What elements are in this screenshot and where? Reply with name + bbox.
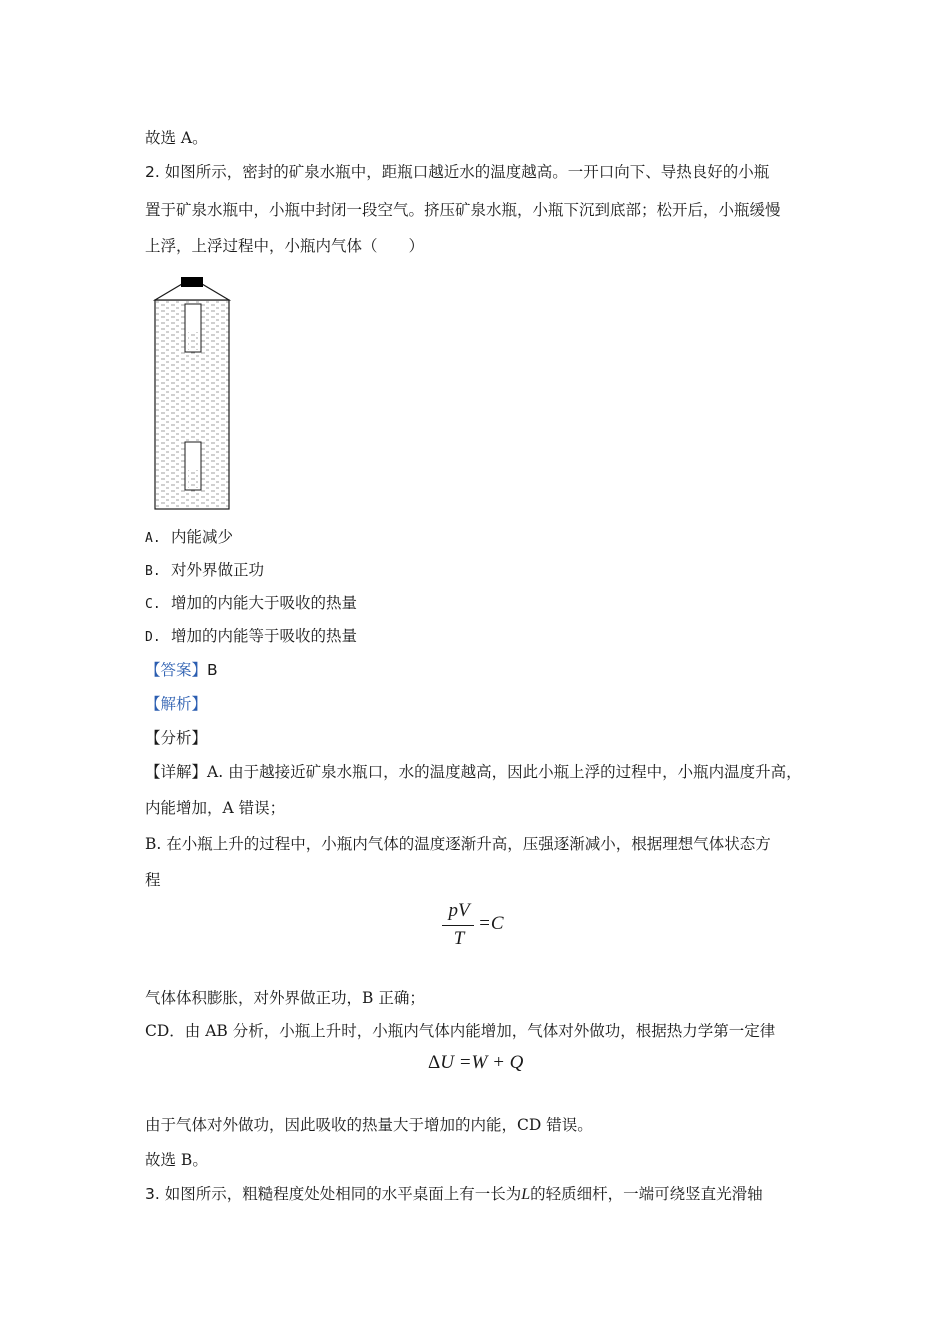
equation-rhs: =C: [478, 913, 504, 934]
answer-line: [145, 660, 218, 680]
first-law-equation: [428, 1052, 523, 1074]
fenxi-label: 【分析】: [145, 729, 208, 747]
detail-text-8: 故选 B。: [145, 1151, 208, 1169]
option-c-letter: C.: [145, 597, 161, 612]
question-number: 2.: [145, 163, 160, 181]
bottle-figure: [150, 272, 234, 512]
detail-label: 【详解】: [145, 763, 208, 781]
prev-answer-line: 故选 A。: [145, 129, 208, 147]
option-d-text: 增加的内能等于吸收的热量: [171, 627, 358, 645]
next-question-text: 如图所示，粗糙程度处处相同的水平桌面上有一长为: [164, 1185, 522, 1203]
equation-denominator: T: [453, 928, 465, 949]
detail-text-3: B. 在小瓶上升的过程中，小瓶内气体的温度逐渐升高，压强逐渐减小，根据理想气体状态方: [145, 835, 771, 853]
detail-text-5: 气体体积膨胀，对外界做正功，B 正确；: [145, 989, 425, 1007]
option-c-text: 增加的内能大于吸收的热量: [171, 594, 358, 612]
question-text-2: 置于矿泉水瓶中，小瓶中封闭一段空气。挤压矿泉水瓶，小瓶下沉到底部；松开后，小瓶缓慢: [145, 201, 781, 219]
next-question-text-end: 的轻质细杆，一端可绕竖直光滑轴: [530, 1185, 763, 1203]
option-d-letter: D.: [145, 630, 161, 645]
option-a-text: 内能减少: [171, 528, 234, 546]
bottle-cap: [181, 277, 203, 287]
next-question-line: [145, 1184, 763, 1205]
option-d: [145, 626, 357, 648]
detail-text-6: CD．由 AB 分析，小瓶上升时，小瓶内气体内能增加，气体对外做功，根据热力学第一定律: [145, 1022, 776, 1040]
equation-numerator: pV: [448, 900, 470, 921]
next-question-var: L: [521, 1186, 531, 1203]
small-bottle-bottom-water: [188, 470, 198, 488]
fraction-bar: [442, 925, 474, 926]
option-b-text: 对外界做正功: [171, 561, 265, 579]
option-a: [145, 527, 233, 549]
detail-text-7: 由于气体对外做功，因此吸收的热量大于增加的内能，CD 错误。: [145, 1116, 593, 1134]
option-c: [145, 593, 357, 615]
equation-delta: Δ: [428, 1052, 441, 1073]
question-line-1: [145, 162, 769, 182]
option-a-letter: A.: [145, 531, 161, 546]
equation-rhs-2: =W + Q: [458, 1052, 524, 1073]
question-text-3: 上浮，上浮过程中，小瓶内气体（ ）: [145, 237, 425, 255]
option-b-letter: B.: [145, 564, 161, 579]
answer-value: B: [207, 661, 218, 679]
question-text-1: 如图所示，密封的矿泉水瓶中，距瓶口越近水的温度越高。一开口向下、导热良好的小瓶: [164, 163, 770, 181]
answer-label: 【答案】: [145, 661, 208, 679]
ideal-gas-equation: [440, 898, 520, 954]
detail-text-1: A. 由于越接近矿泉水瓶口，水的温度越高，因此小瓶上浮的过程中，小瓶内温度升高，: [207, 763, 802, 781]
equation-lhs: U: [440, 1052, 454, 1073]
analysis-label: 【解析】: [145, 695, 208, 713]
detail-text-4: 程: [145, 871, 161, 889]
small-bottle-top-water: [188, 332, 198, 350]
next-question-number: 3.: [145, 1185, 160, 1203]
detail-text-2: 内能增加，A 错误；: [145, 799, 286, 817]
option-b: [145, 560, 264, 582]
detail-line-1: [145, 762, 802, 782]
